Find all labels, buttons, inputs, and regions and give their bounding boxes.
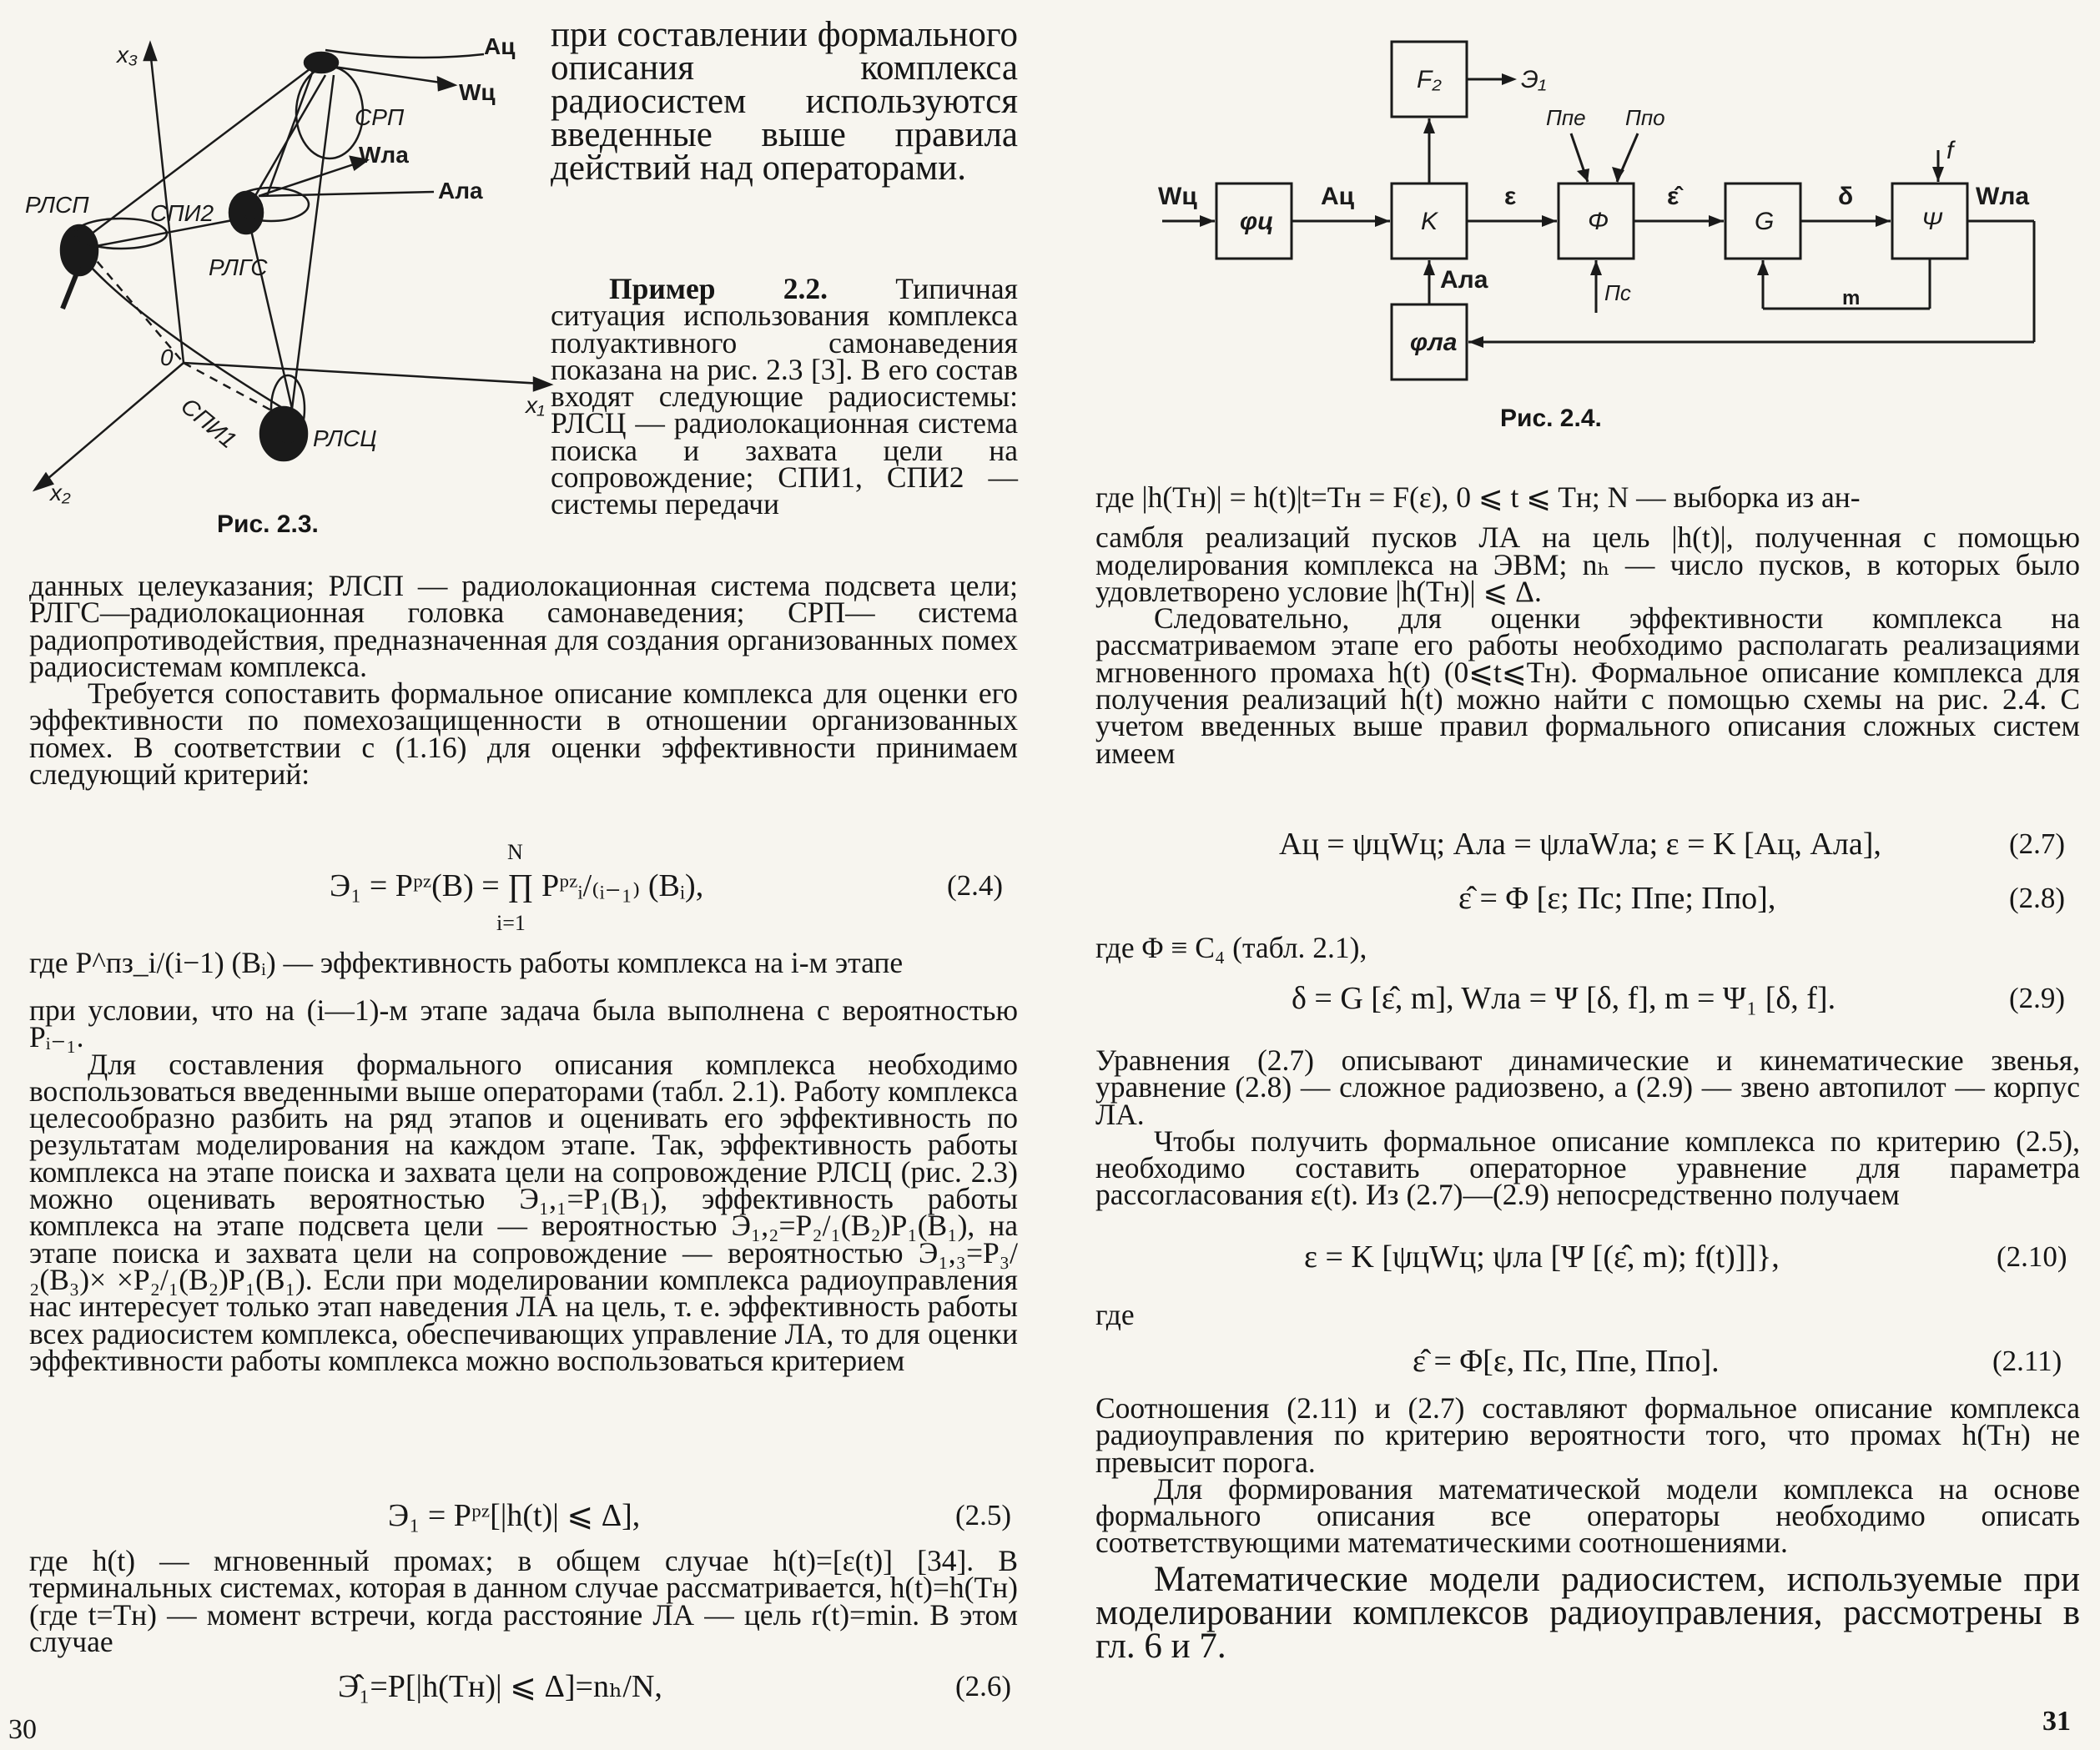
equation-2-11: ε̂ = Φ[ε, Пс, Ппе, Ппо]. xyxy=(1413,1344,1720,1379)
label-spi2: СПИ2 xyxy=(150,200,214,226)
final-paragraph: Математические модели радиосистем, используемые при моделировании комплексов радиоуправления, рассмотрены в гл. 6 и 7. xyxy=(1095,1559,2080,1666)
label-rlsp: РЛСП xyxy=(25,192,89,218)
equation-2-5-number: (2.5) xyxy=(955,1499,1012,1531)
equation-2-9: δ = G [ε̂, m], Wлa = Ψ [δ, f], m = Ψ₁ [δ, f]. xyxy=(1292,981,1836,1016)
product-lower-limit: i=1 xyxy=(496,911,526,935)
label-f: f xyxy=(1946,137,1954,164)
main-text-left xyxy=(29,569,1018,792)
equation-2-10: ε = K [ψцWц; ψлa [Ψ [(ε̂, m); f(t)]]}, xyxy=(1304,1240,1780,1275)
example-paragraph xyxy=(551,272,1018,521)
label-f2: F₂ xyxy=(1417,66,1442,93)
figure-2-4 xyxy=(1150,25,2051,400)
equation-2-7: Aц = ψцWц; Aлa = ψлaWлa; ε = K [Aц, Aлa], xyxy=(1279,827,1881,862)
label-phi-la: φлa xyxy=(1410,329,1458,356)
relations-paragraph: Соотношения (2.11) и (2.7) составляют формальное описание комплекса радиоуправления по критерию вероятности того, что промах h(Tн) не превысит порога. xyxy=(1095,1391,2080,1479)
equation-2-6-number: (2.6) xyxy=(955,1670,1012,1702)
equation-2-8: ε̂ = Φ [ε; Пс; Ппе; Ппо], xyxy=(1458,881,1776,916)
label-a-la-arrow: Aлa xyxy=(1440,266,1488,294)
page-number-right: 31 xyxy=(2042,1706,2071,1737)
label-w-la-out: Wлa xyxy=(1976,183,2030,210)
label-a-c: Aц xyxy=(484,33,516,59)
equation-2-9-number: (2.9) xyxy=(2009,982,2066,1014)
axis-x3-label: x₃ xyxy=(117,42,138,68)
label-m: m xyxy=(1842,287,1861,309)
main-text-right-2 xyxy=(1095,1043,2080,1212)
equation-2-7-number: (2.7) xyxy=(2009,827,2066,860)
product-upper-limit: N xyxy=(507,840,523,864)
obtain-paragraph: Чтобы получить формальное описание комплекса по критерию (2.5), необходимо составить операторное уравнение для параметра рассогласования ε(t). Из (2.7)—(2.9) непосредственно получаем xyxy=(1095,1124,2080,1212)
equation-2-4: Э₁ = Pᵖᶻ(B) = ∏ Pᵖᶻᵢ/₍ᵢ₋₁₎ (Bᵢ), xyxy=(330,868,704,903)
axis-x2-label: x₂ xyxy=(50,480,71,505)
example-text: Типичная ситуация использования комплекса полуактивного самонаведения показана на рис. 2.3 [3]. В его состав входят следующие радиосистемы: РЛСЦ — радиолокационная система поиска и захвата цели на сопровождение; СПИ1, СПИ2 — системы передачи xyxy=(551,272,1018,521)
example-continuation: данных целеуказания; РЛСП — радиолокационная система подсвета цели; РЛГС—радиолокационная головка самонаведения; СРП— система радиопротиводействия, предназначенная для создания организованных помех радиосистемам комплекса. xyxy=(29,569,1018,683)
label-epsilon-hat: ε̂ xyxy=(1667,183,1679,210)
main-text-left-2 xyxy=(29,993,1018,1377)
requirement-paragraph: Требуется сопоставить формальное описание комплекса для оценки его эффективности по помехозащищенности в отношении организованных помех. В соответствии с (1.16) для оценки эффективности принимаем следующий критерий: xyxy=(29,676,1018,792)
label-w-c: Wц xyxy=(459,79,496,105)
axis-x1-label: x₁ xyxy=(526,392,545,418)
equation-2-8-number: (2.8) xyxy=(2009,882,2066,914)
consequently-paragraph: Следовательно, для оценки эффективности комплекса на рассматриваемом этапе его работы необходимо располагать реализациями мгновенного промаха h(t) (0⩽t⩽Tн). Формальное описание комплекса для получения реализаций h(t) можно найти с помощью схемы на рис. 2.4. С учетом введенных выше правил формального описания сложных систем имеем xyxy=(1095,601,2080,770)
where-2-4: где P^пз_i/(i−1) (Bᵢ) — эффективность работы комплекса на i-м этапе xyxy=(29,946,904,979)
figure-2-4-caption: Рис. 2.4. xyxy=(1500,405,1602,432)
label-psi: Ψ xyxy=(1921,208,1942,235)
where-2-10: где xyxy=(1095,1298,1135,1331)
equation-2-5: Э₁ = Pᵖᶻ[|h(t)| ⩽ Δ], xyxy=(388,1498,641,1533)
page-number-left: 30 xyxy=(8,1714,37,1745)
main-text-right xyxy=(1095,480,2080,770)
equation-2-10-number: (2.10) xyxy=(1997,1240,2067,1273)
label-p-po: Ппо xyxy=(1625,105,1665,130)
condition-paragraph: при условии, что на (i—1)-м этапе задача была выполнена с вероятностью Pᵢ₋₁. xyxy=(29,993,1018,1054)
label-epsilon: ε xyxy=(1504,183,1517,210)
label-k: K xyxy=(1421,208,1438,235)
example-label: Пример 2.2. xyxy=(609,272,828,305)
label-rlgs: РЛГС xyxy=(209,254,268,280)
formal-paragraph: Для составления формального описания комплекса необходимо воспользоваться введенными выше операторами (табл. 2.1). Работу комплекса целесообразно разбить на ряд этапов и оценивать его эффективность по результатам моделирования на каждом этапе. Так, эффективность работы комплекса на этапе поиска и захвата цели на сопровождение РЛСЦ (рис. 2.3) можно оценивать вероятностью Э₁,₁=P₁(B₁), эффективность работы комплекса на этапе подсвета цели — вероятностью Э₁,₂=P₂/₁(B₂)P₁(B₁), на этапе поиска и захвата цели на сопровождение — вероятностью Э₁,₃=P₃/₂(B₃)× ×P₂/₁(B₂)P₁(B₁). Если при моделировании комплекса радиоуправления нас интересует только этап наведения ЛА на цель, т. е. эффективность работы всех радиосистем комплекса, обеспечивающих управление ЛА, то для оценки эффективности работы комплекса можно воспользоваться критерием xyxy=(29,1047,1018,1377)
figure-2-3-caption: Рис. 2.3. xyxy=(217,510,319,538)
label-a-c-arrow: Aц xyxy=(1321,183,1355,210)
ensemble-paragraph: самбля реализаций пусков ЛА на цель |h(t)|, полученная с помощью моделирования комплекса на ЭВМ; nₕ — число пусков, в которых было удовлетворено условие |h(Tн)| ⩽ Δ. xyxy=(1095,520,2080,608)
figure-2-3 xyxy=(17,17,559,509)
label-w-la: Wлa xyxy=(359,142,409,168)
label-w-c-in: Wц xyxy=(1158,183,1197,210)
label-e1: Э₁ xyxy=(1521,66,1547,93)
equation-2-11-number: (2.11) xyxy=(1992,1345,2062,1377)
label-p-c: Пс xyxy=(1604,280,1631,305)
where-2-6: где |h(Tн)| = h(t)|t=Tн = F(ε), 0 ⩽ t ⩽ Tн; N — выборка из ан- xyxy=(1095,480,1861,514)
math-model-paragraph: Для формирования математической модели комплекса на основе формального описания все операторы необходимо описать соответствующими математическими соотношениями. xyxy=(1095,1471,2080,1560)
label-a-la: Aлa xyxy=(438,178,483,204)
label-phi-c: φц xyxy=(1240,208,1274,235)
equation-2-6: Э̂₁=P[|h(Tн)| ⩽ Δ]=nₕ/N, xyxy=(338,1669,662,1704)
label-srp: СРП xyxy=(355,104,405,130)
label-rlsc: РЛСЦ xyxy=(313,425,377,451)
where-2-8: где Φ ≡ C₄ (табл. 2.1), xyxy=(1095,931,1367,964)
label-p-pe: Ппе xyxy=(1546,105,1586,130)
equations-description: Уравнения (2.7) описывают динамические и кинематические звенья, уравнение (2.8) — сложное радиозвено, а (2.9) — звено автопилот — корпус ЛА. xyxy=(1095,1043,2080,1131)
right-page xyxy=(1050,0,2100,1750)
label-g: G xyxy=(1755,208,1775,235)
intro-paragraph: при составлении формального описания комплекса радиосистем используются введенные выше правила действий над операторами. xyxy=(551,15,1018,188)
where-2-5: где h(t) — мгновенный промах; в общем случае h(t)=[ε(t)] [34]. В терминальных системах, которая в данном случае рассматривается, h(t)=h(Tн) (где t=Tн) — момент встречи, когда расстояние ЛА — цель r(t)=min. В этом случае xyxy=(29,1544,1018,1658)
label-spi1: СПИ1 xyxy=(176,392,242,454)
equation-2-4-number: (2.4) xyxy=(947,869,1004,902)
label-delta: δ xyxy=(1838,183,1854,210)
label-phi: Φ xyxy=(1588,208,1609,235)
main-text-right-3 xyxy=(1095,1391,2080,1666)
origin-label: 0 xyxy=(160,344,174,370)
